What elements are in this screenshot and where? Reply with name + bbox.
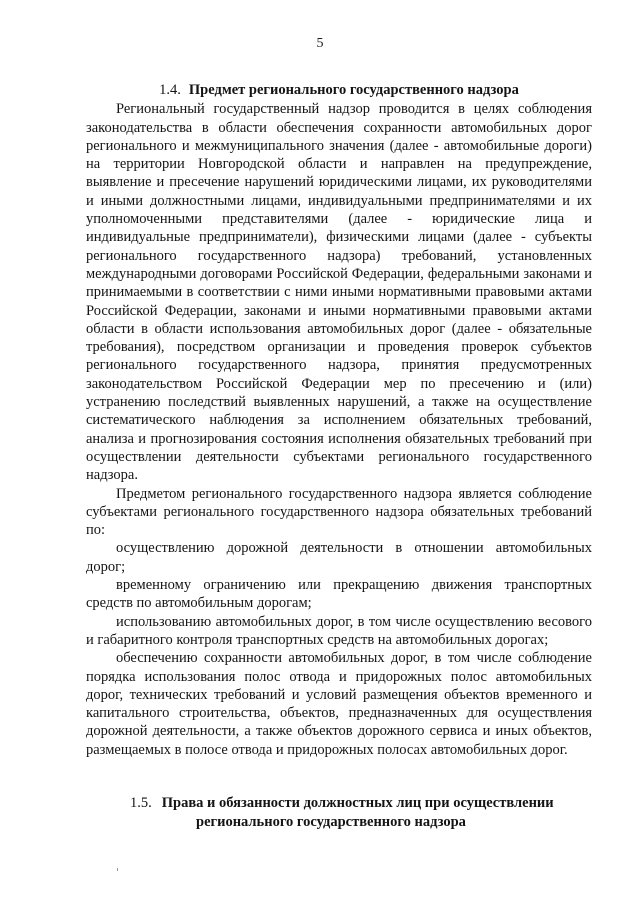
- paragraph: использованию автомобильных дорог, в том числе осуществлению весового и габаритного контроля транспортных средств на автомобильных дорогах;: [86, 613, 592, 648]
- paragraph: обеспечению сохранности автомобильных дорог, в том числе соблюдение порядка использования полос отвода и придорожных полос автомобильных дорог, технических требований и условий размещения объектов временного и капитального строительства, объектов, предназначенных для осуществления дорожной деятельности, а также объектов дорожного сервиса и иных объектов, размещаемых в полосе отвода и придорожных полосах автомобильных дорог.: [86, 650, 592, 758]
- paragraph: Предметом регионального государственного надзора является соблюдение субъектами регионального государственного надзора обязательных требований по:: [86, 485, 592, 539]
- section-number: 1.5.: [130, 795, 152, 811]
- section-1-4: [86, 81, 592, 759]
- scan-mark: [117, 868, 118, 871]
- paragraph: осуществлению дорожной деятельности в отношении автомобильных дорог;: [86, 540, 592, 575]
- page-number: 5: [316, 36, 324, 51]
- paragraph: временному ограничению или прекращению движения транспортных средств по автомобильным дорогам;: [86, 577, 592, 612]
- section-1-5-heading: [130, 794, 590, 832]
- section-heading-line: [130, 794, 590, 813]
- section-heading: [86, 81, 592, 99]
- section-title: Предмет регионального государственного надзора: [188, 82, 519, 98]
- section-title-continuation: регионального государственного надзора: [196, 814, 466, 830]
- section-title: Права и обязанности должностных лиц при осуществлении: [161, 795, 554, 811]
- paragraph: Региональный государственный надзор проводится в целях соблюдения законодательства в области обеспечения сохранности автомобильных дорог регионального и межмуниципального значения (далее - автомобильные дороги) на территории Новгородской области и направлен на предупреждение, выявление и пресечение нарушений юридическими лицами, их руководителями и иными должностными лицами, индивидуальными предпринимателями и их уполномоченными представителями (далее - юридические лица и индивидуальные предприниматели), физическими лицами (далее - субъекты регионального государственного надзора) требований, установленных международными договорами Российской Федерации, федеральными законами и принимаемыми в соответствии с ними иными нормативными правовыми актами Российской Федерации, законами и иными нормативными правовыми актами области в области использования автомобильных дорог (далее - обязательные требования), посредством организации и проведения проверок субъектов регионального государственного надзора, принятия предусмотренных законодательством Российской Федерации мер по пресечению и (или) устранению последствий выявленных нарушений, а также на осуществление систематического наблюдения за исполнением обязательных требований, анализа и прогнозирования состояния исполнения обязательных требований при осуществлении деятельности субъектами регионального государственного надзора.: [86, 101, 592, 484]
- section-number: 1.4.: [159, 82, 181, 98]
